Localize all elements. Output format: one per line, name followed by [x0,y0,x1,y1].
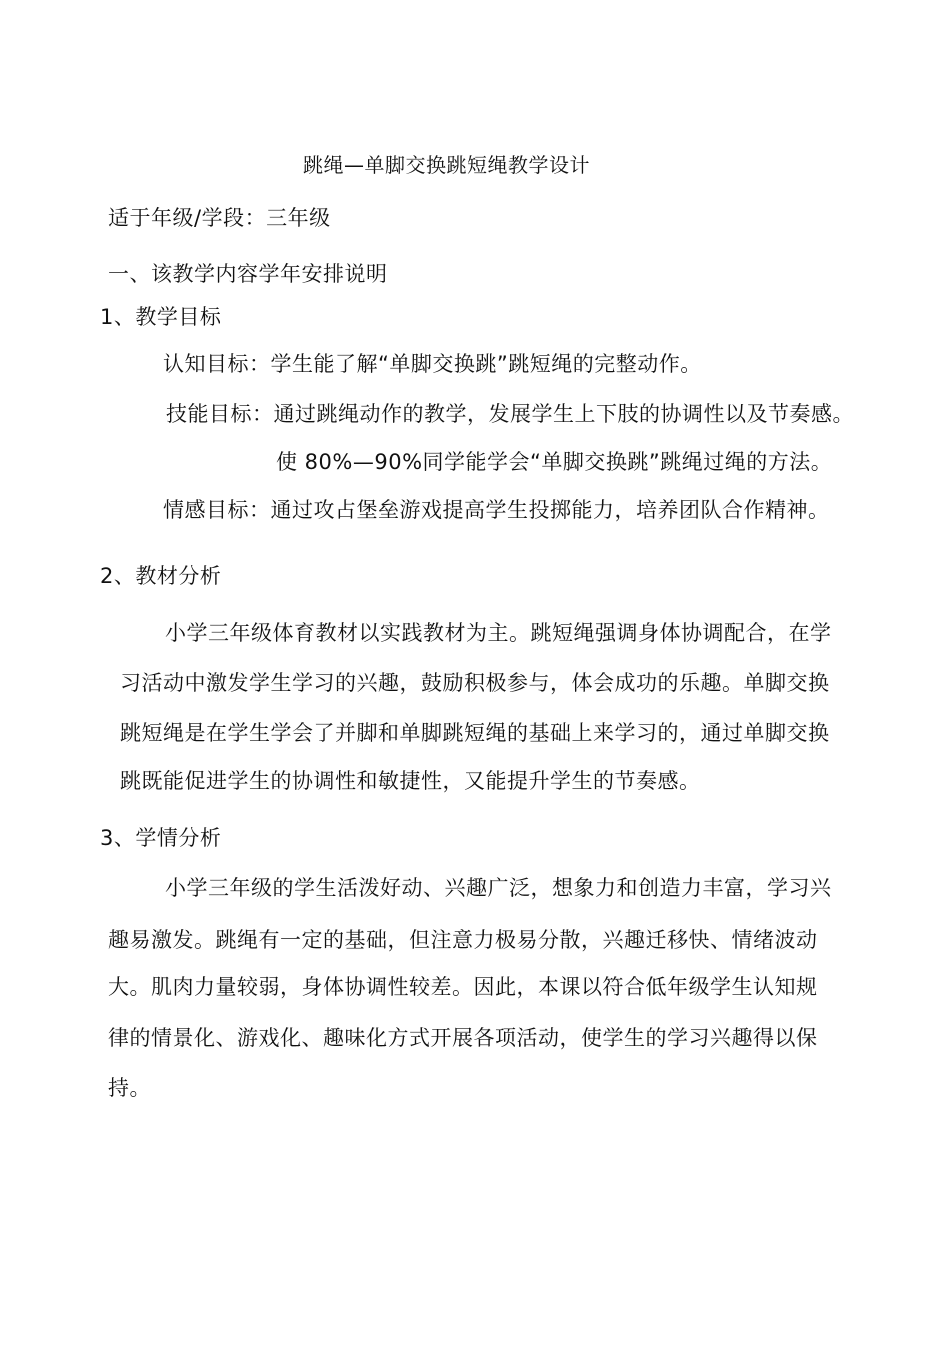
goals-heading: 1、教学目标 [100,305,222,329]
students-heading: 3、学情分析 [100,826,222,850]
materials-paragraph-line: 习活动中激发学生学习的兴趣，鼓励积极参与，体会成功的乐趣。单脚交换 [120,671,830,695]
goal-emotion: 情感目标：通过攻占堡垒游戏提高学生投掷能力，培养团队合作精神。 [163,498,830,522]
students-paragraph-line: 趣易激发。跳绳有一定的基础，但注意力极易分散，兴趣迁移快、情绪波动 [108,928,818,952]
students-paragraph-line: 大。肌肉力量较弱，身体协调性较差。因此，本课以符合低年级学生认知规 [108,975,818,999]
grade-info: 适于年级/学段：三年级 [108,206,331,230]
students-paragraph-line: 律的情景化、游戏化、趣味化方式开展各项活动，使学生的学习兴趣得以保 [108,1026,818,1050]
materials-paragraph-line: 跳短绳是在学生学会了并脚和单脚跳短绳的基础上来学习的，通过单脚交换 [120,721,830,745]
materials-paragraph-line: 小学三年级体育教材以实践教材为主。跳短绳强调身体协调配合，在学 [165,621,832,645]
materials-paragraph-line: 跳既能促进学生的协调性和敏捷性，又能提升学生的节奏感。 [120,769,701,793]
materials-heading: 2、教材分析 [100,564,222,588]
goal-cognitive: 认知目标：学生能了解“单脚交换跳”跳短绳的完整动作。 [163,352,702,376]
goal-skill: 技能目标：通过跳绳动作的教学，发展学生上下肢的协调性以及节奏感。 [166,402,854,426]
students-paragraph-line: 持。 [108,1076,151,1100]
section-1-heading: 一、该教学内容学年安排说明 [108,262,388,286]
document-title: 跳绳—单脚交换跳短绳教学设计 [303,153,590,177]
students-paragraph-line: 小学三年级的学生活泼好动、兴趣广泛，想象力和创造力丰富，学习兴 [165,876,832,900]
goal-skill-continued: 使 80%—90%同学能学会“单脚交换跳”跳绳过绳的方法。 [276,450,833,474]
